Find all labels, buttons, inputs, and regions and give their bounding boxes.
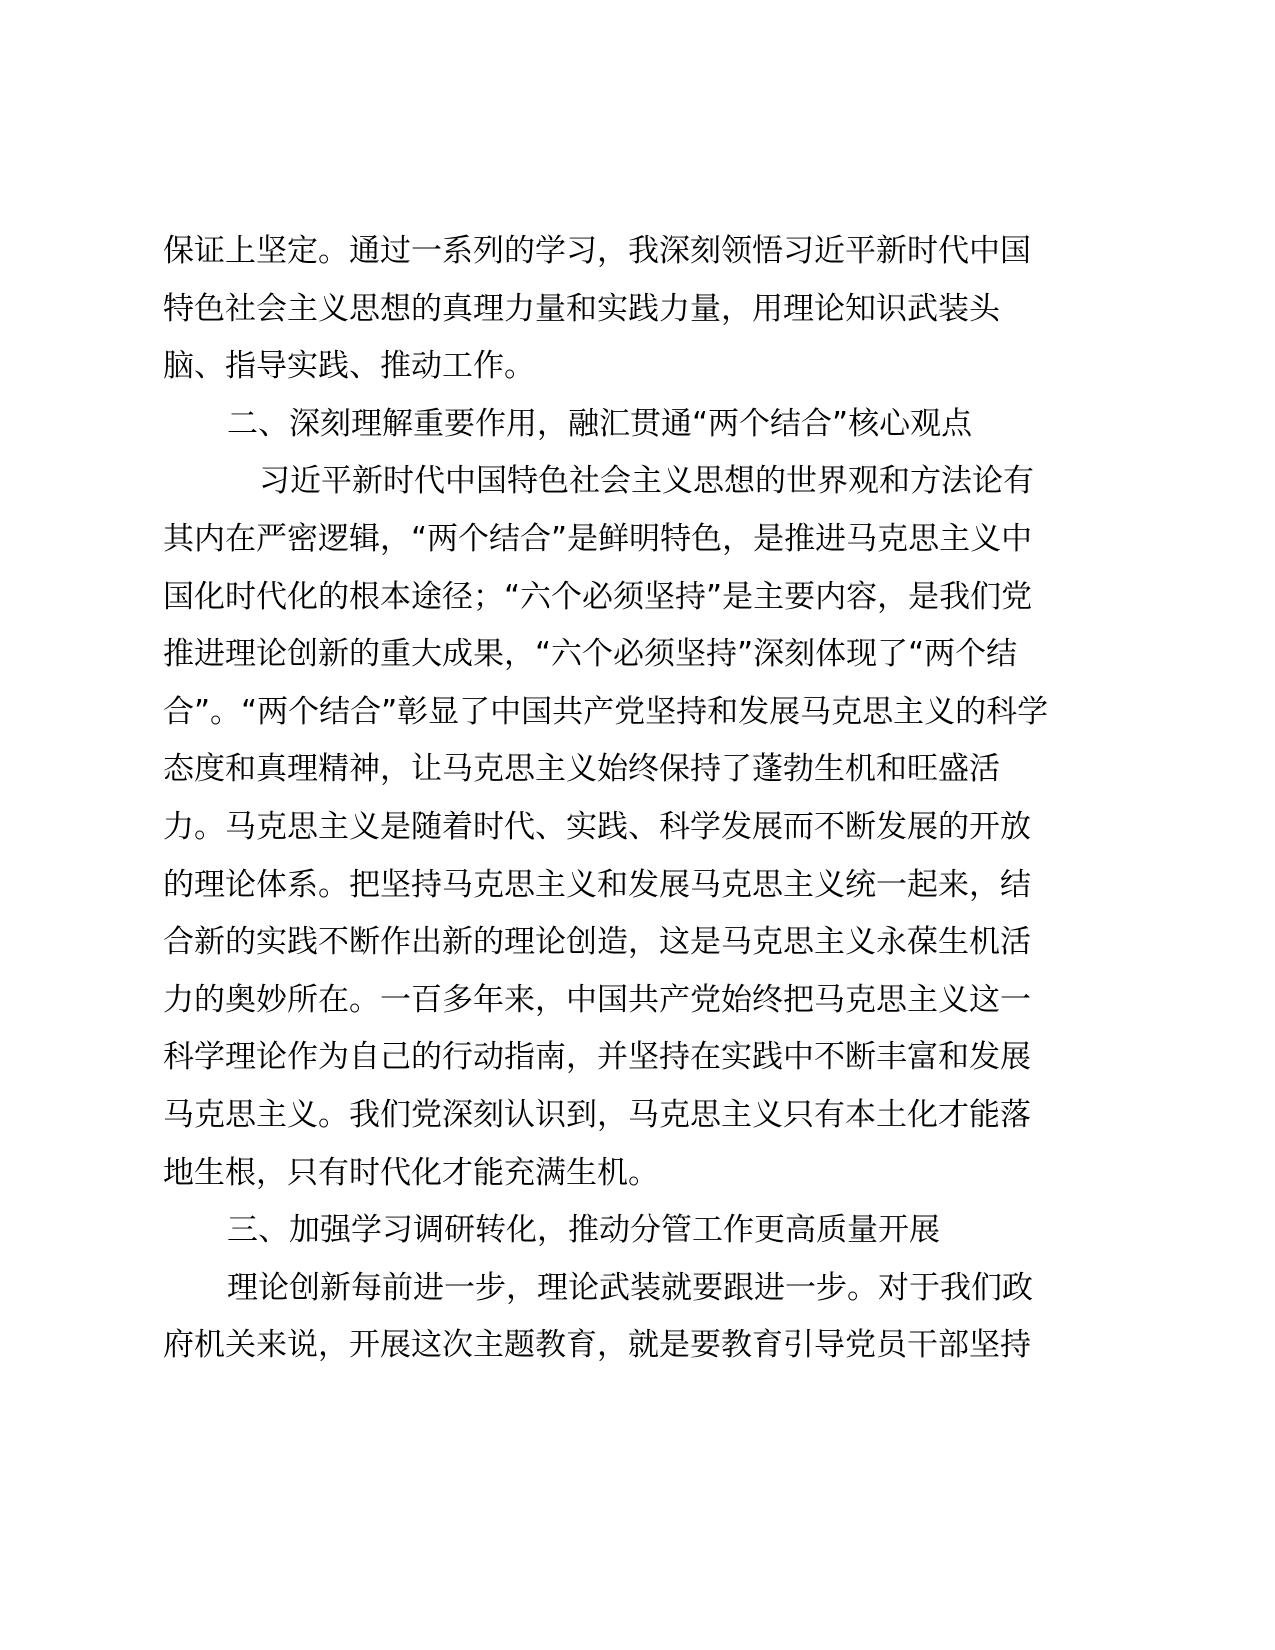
text-line: 国化时代化的根本途径；“六个必须坚持”是主要内容，是我们党 [163, 578, 1033, 615]
text-line: 力的奥妙所在。一百多年来，中国共产党始终把马克思主义这一 [163, 981, 1031, 1018]
text-line: 科学理论作为自己的行动指南，并坚持在实践中不断丰富和发展 [163, 1039, 1031, 1076]
text-line: 理论创新每前进一步，理论武装就要跟进一步。对于我们政 [227, 1269, 1033, 1306]
text-line: 合新的实践不断作出新的理论创造，这是马克思主义永葆生机活 [163, 924, 1031, 961]
section-heading-2: 二、深刻理解重要作用，融汇贯通“两个结合”核心观点 [227, 405, 973, 442]
text-line: 其内在严密逻辑，“两个结合”是鲜明特色，是推进马克思主义中 [163, 520, 1033, 557]
text-line: 地生根，只有时代化才能充满生机。 [163, 1154, 659, 1191]
text-line: 马克思主义。我们党深刻认识到，马克思主义只有本土化才能落 [163, 1096, 1031, 1133]
paragraph-2 [163, 453, 1113, 1202]
text-line: 府机关来说，开展这次主题教育，就是要教育引导党员干部坚持 [163, 1327, 1031, 1364]
text-line: 脑、指导实践、推动工作。 [163, 348, 535, 385]
text-line: 力。马克思主义是随着时代、实践、科学发展而不断发展的开放 [163, 808, 1031, 845]
section-heading-3: 三、加强学习调研转化，推动分管工作更高质量开展 [227, 1212, 940, 1249]
text-line: 态度和真理精神，让马克思主义始终保持了蓬勃生机和旺盛活 [163, 751, 1000, 788]
text-line: 推进理论创新的重大成果，“六个必须坚持”深刻体现了“两个结 [163, 636, 1018, 673]
text-line: 习近平新时代中国特色社会主义思想的世界观和方法论有 [259, 463, 1034, 500]
paragraph-1 [163, 223, 1113, 396]
text-line: 合”。“两个结合”彰显了中国共产党坚持和发展马克思主义的科学 [163, 693, 1049, 730]
paragraph-3 [163, 1260, 1113, 1375]
document-body [163, 223, 1113, 1375]
text-line: 特色社会主义思想的真理力量和实践力量，用理论知识武装头 [163, 290, 1000, 327]
text-line: 保证上坚定。通过一系列的学习，我深刻领悟习近平新时代中国 [163, 233, 1031, 269]
text-line: 的理论体系。把坚持马克思主义和发展马克思主义统一起来，结 [163, 866, 1031, 903]
